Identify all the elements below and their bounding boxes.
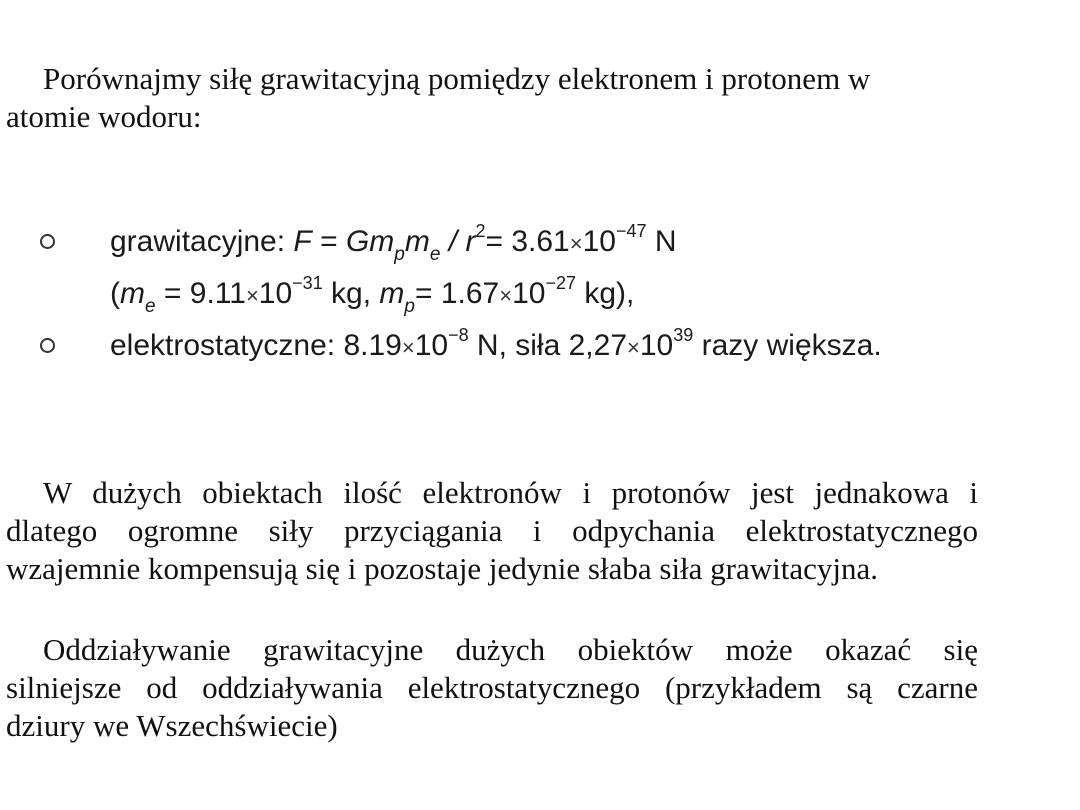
paragraph-line: wzajemnie kompensują się i pozostaje jedynie słaba siła grawitacyjna. [6, 551, 879, 586]
body-paragraph-1 [6, 474, 978, 588]
intro-line-1: Porównajmy siłę grawitacyjną pomiędzy elektronem i protonem w [43, 61, 871, 96]
list-item-gravity: grawitacyjne: $F = Gm_pm_e / r^2= 3.61\times 10^{-47}$ N [40, 222, 1070, 274]
hollow-circle-bullet-icon [40, 338, 55, 353]
list-item-electrostatic: elektrostatyczne: $8.19\times 10^{-8}$ N, siła $2,27\times 10^{39}$ razy większa. [40, 326, 1070, 378]
paragraph-line: silniejsze od oddziaływania elektrostatycznego (przykładem są czarne [6, 670, 978, 705]
paragraph-line: Oddziaływanie grawitacyjne dużych obiektów może okazać się [43, 632, 978, 667]
list-item-masses: ($m_e = 9.11\times 10^{-31}$ kg, $m_p= 1.67\times 10^{-27}$ kg), [110, 273, 635, 317]
paragraph-line: W dużych obiektach ilość elektronów i protonów jest jednakowa i [43, 475, 978, 510]
intro-paragraph [6, 60, 978, 136]
paragraph-line: dziury we Wszechświecie) [6, 708, 338, 743]
comparison-list [40, 222, 1070, 378]
body-paragraph-2 [6, 631, 978, 745]
paragraph-line: dlatego ogromne siły przyciągania i odpychania elektrostatycznego [6, 513, 978, 548]
hollow-circle-bullet-icon [40, 234, 55, 249]
intro-line-2: atomie wodoru: [6, 99, 202, 134]
